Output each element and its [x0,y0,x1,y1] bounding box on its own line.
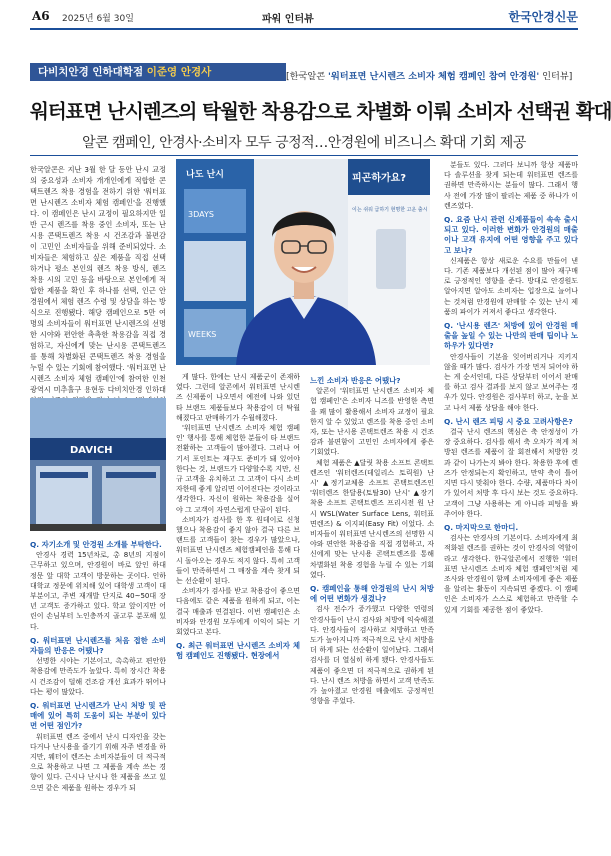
store-photo [30,398,166,531]
section-title: 파워 인터뷰 [262,14,314,25]
kicker-name: 이준영 안경사 [146,66,212,78]
subhead-title: '워터표면 난시렌즈 소비자 체험 캠페인 참여 안경원' [328,71,540,82]
interviewee-photo [176,159,430,365]
board-sub: 이는 쉬워 급하기 현명한 고운 출시 [352,207,428,213]
question-heading: Q. 캠페인을 통해 안경원의 난시 처방에 어떤 변화가 생겼나? [310,584,434,604]
subhead-suffix: 인터뷰] [539,71,573,82]
answer-paragraph: 결국 난시 렌즈의 핵심은 축 안정성이 가장 중요하다. 검사를 해서 축 오차가 적게 처방된 렌즈를 제품이 잘 회전해서 처방한 것과 같이 나가는지 봐야 한다. 착용한 후에 렌즈가 안정되는지 확인하고, 만약 축이 틀어지면 다시 맞춰야 한다. 수량, 제품마다 차이가 있어서 처방 후 다시 보는 것도 중요하다. 고객이 그냥 사용하는 게 아니라 피팅을 봐 주어야 한다. [444,428,578,518]
answer-paragraph: 분들도 있다. 그러다 보니까 항상 제품마다 솔루션을 찾게 되는데 워터표면 렌즈를 권하면 만족하시는 분들이 많다. 그래서 행사 전에 가장 많이 팔리는 제품 중 하나가 이 렌즈였다. [444,161,578,210]
newspaper-logo: 한국안경신문 [508,10,578,24]
answer-paragraph: 검사는 안경사의 기본이다. 소비자에게 최적화된 렌즈를 권하는 것이 안경사의 역할이라고 생각한다. 한국알콘에서 진행한 '워터표면 난시렌즈 소비자 체험 캠페인'처럼 제조사와 안경원이 함께 소비자에게 좋은 제품을 알리는 활동이 지속되면 좋겠다. 이 캠페인은 소비자가 스스로 체험하고 만족할 수 있게 기회를 제공한 점이 좋았다. [444,534,578,614]
answer-paragraph: 신제품은 항상 새로운 수요를 만들어 낸다. 기존 제품보다 개선된 점이 많아 재구매로 긍정적인 영향을 준다. 방대로 안경원도 알아지면 알아도 소비자는 입장으로 늘어나는 것처럼 안경원에 판매할 수 있는 난시 제품의 파이가 커져서 좋다고 생각한다. [444,256,578,316]
answer-paragraph: 안경사 경력 15년차로, 총 8년의 지점이 근무하고 있으며, 안경원이 바로 앞인 하대 정문 앞 대학 고객이 방문하는 곳이다. 인하대학교 정문에 위치해 있어 대학생 고객이 대부분이고, 주변 재개발 단지로 40~50대 장년 고객도 증가하고 있다. 학교 앞이지만 어린이 손님부터 노인층까지 골고루 분포해 있다. [30,551,166,631]
subhead-open: [한국알콘 [286,71,329,82]
answer-paragraph: 게 많다. 한에는 난시 제품군이 존재하였다. 그런데 알콘에서 워터표면 난시렌즈 신제품이 나오면서 예전에 나와 있던 타 브랜드 제품들보다 착용감이 더 탁월해졌다고 판매하기가 수월해졌다. [176,373,300,422]
divider [30,155,578,156]
question-heading: Q. 자기소개 및 안경원 소개를 부탁한다. [30,540,162,549]
interviewee-kicker [30,63,286,81]
kicker-prefix: 다비치안경 인하대학점 [38,66,147,78]
left-board-text: 나도 난시 [186,170,224,180]
subhead [286,68,578,82]
column-4 [444,160,578,846]
photo-illustration [176,159,430,365]
question-heading: Q. 최근 워터표면 난시렌즈 소비자 체험 캠페인도 진행됐다. 현장에서 [176,641,300,661]
deck: 알콘 캠페인, 안경사·소비자 모두 긍정적…안경원에 비즈니스 확대 기회 제공 [82,135,526,151]
question-heading: Q. '난시용 렌즈' 처방에 있어 안경원 매출을 높일 수 있는 나만의 판매 팁이나 노하우가 있다면? [444,321,578,351]
answer-paragraph: 소비자가 검사를 한 후 원데이로 신청했으나 착용감이 좋지 않아 결국 다른 브랜드를 고객들이 찾는 경우가 많았으나, 워터표면 난시렌즈 체험캠페인을 통해 다시 돌아오는 경우도 적지 않다. 특히 고객들이 만족하면서 그 매장을 계속 찾게 되는 선순환이 된다. [176,515,300,586]
answer-paragraph: 안경사들이 기본을 잊어버리거나 지키지 않을 때가 많다. 검사가 가장 먼저 되어야 하는 게 순서인데, 다른 상담부터 이어서 판매를 하고 검사 결과를 보지 않고 보여주는 경우가 있다. 안경원은 검사부터 하고, 눈을 보고 나서 제품 상담을 해야 한다. [444,352,578,412]
headline: 워터표면 난시렌즈의 탁월한 착용감으로 차별화 이뤄 소비자 선택권 확대 [30,100,611,123]
answer-paragraph: 소비자가 검사를 받고 착용감이 좋으면 다음에도 같은 제품을 원하게 되고, 이는 결국 매출과 연결된다. 이번 캠페인은 소비자와 안경원 모두에게 이익이 되는 기회였다고 본다. [176,587,300,637]
question-heading: 느낀 소비자 반응은 어땠나? [310,376,401,385]
answer-paragraph: 워터표면 렌즈 중에서 난시 디자인을 갖는다거나 난시용을 즐기기 위해 자주 변경을 하지만, 웨터이 렌즈는 소비자분들이 더 적극적으로 착용하고 나면 그 제품을 계속 쓰는 경향이 있다. 근시나 난시나 한 제품을 쓰고 있으면 같은 제품을 원하는 경우가 되 [30,732,166,792]
question-heading: Q. 요즘 난시 관련 신제품들이 속속 출시되고 있다. 이러한 변화가 안경원의 매출이나 고객 유지에 어떤 영향을 주고 있다고 보나? [444,215,578,255]
question-heading: Q. 워터표면 난시렌즈를 처음 접한 소비자들의 반응은 어땠나? [30,635,166,656]
answer-paragraph: 선명한 시야는 기본이고, 촉촉하고 편안한 착용감에 만족도가 높았다. 특히 장시간 착용시 건조감이 덜해 건조감 개선 효과가 뛰어나다는 평이 많았다. [30,657,166,696]
lead-paragraph: 한국알콘은 지난 3월 한 달 동안 난시 교정의 중요성과 소비자 개개인에게 적합한 콘택트렌즈 착용 경험을 전하기 위한 '워터표면 난시렌즈 소비자 체험 캠페인'을 진행했다. 이 캠페인은 난시 교정이 필요하지만 일반 근시 렌즈를 착용 중인 소비자, 또는 난시용 콘택트렌즈 착용 시 건조감과 불편감이 고민인 소비자들을 위해 준비되었다. 소비자들은 체험하고 싶은 제품을 직접 선택하거나 평소 본인의 렌즈 착용 방식, 렌즈 착용 시의 고민 등을 바탕으로 본인에게 적합한 제품을 확인 후 하나를 선택, 인근 안경원에서 체험 렌즈 수령 및 상담을 하는 방식으로 진행됐다. 해당 캠페인으로 5만 여명의 소비자들이 워터표면 난시렌즈의 선명한 시야와 편안한 촉촉한 착용감을 직접 경험하고, 자신에게 맞는 난시용 콘택트렌즈를 통해 차별화된 콘택트렌즈 착용 경험을 누릴 수 있는 기회에 참여했다. '워터표면 난시렌즈 소비자 체험 캠페인'에 참여한 인천광역시 미추홀구 용현동 다비치안경 인하대 [30,165,167,394]
column-3 [310,372,434,846]
badge-3days: 3DAYS [188,210,214,219]
board-text: 피곤하가요? [352,173,407,184]
column-2 [176,372,300,846]
answer-paragraph: '워터표면 난시렌즈 소비자 체험 캠페인' 행사를 통해 체험한 분들이 타 브랜드 전환하는 고객들이 많아졌다. 그러나 여기서 포인트는 재구도 준비가 돼 있어야 한다는 것, 브랜드가 다양할수록 지만, 신규 고객을 유치하고 그 고객이 다시 소비자한테 좋게 알리면 이어진다는 것이라고 생각한다. 자신이 원하는 착용감을 실어야 그 고객이 자연스럽게 단골이 된다. [176,424,300,514]
answer-paragraph: 체험 제품은 ▲달릿 착용 소프트 콘택트렌즈인 '워터렌즈(데일리스 토릭원) 난시' ▲정기교체용 소프트 콘택트렌즈인 '워터렌즈 한달용(토탈30) 난시' ▲장기 착용 소프트 콘택트렌즈 프리시전 원 난시 WSL(Water Surface Lens, 워터표면렌즈) & 이지피(Easy Fit) 이었다. 소비자들이 워터표면 난시렌즈의 선명한 시야와 편안한 착용감을 직접 경험하고, 자신에게 맞는 난시용 콘택트렌즈를 통해 차별화된 착용 경험을 누릴 수 있는 기회였다. [310,458,434,579]
question-heading: Q. 난시 렌즈 피팅 시 중요 고려사항은? [444,416,573,426]
badge-weeks: WEEKS [188,330,217,339]
store-illustration [30,398,166,531]
column-1 [30,536,166,846]
question-heading: Q. 워터표면 난시렌즈가 난시 처방 및 판매에 있어 특히 도움이 되는 부분이 있다면 어떤 점인가? [30,701,166,731]
answer-paragraph: 알콘이 '워터표면 난시렌즈 소비자 체험 캠페인'은 소비자 니즈를 반영한 측면을 꽤 많이 활용해서 소비자 교정이 필요한지 알 수 있었고 렌즈를 착용 중인 소비자, 또는 난시용 콘택트렌즈 착용 시 건조감과 불편함이 고민인 소비자에게 좋은 기회였다. [310,387,434,457]
store-sign: DAVICH [70,445,113,456]
issue-date: 2025년 6월 30일 [62,14,134,24]
page-number: A6 [32,9,50,23]
question-heading: Q. 마지막으로 한마디. [444,522,519,532]
page-header [30,6,578,30]
answer-paragraph: 검사 전수가 증가했고 다양한 연령의 안경사들이 난시 검사와 처방에 익숙해졌다. 안경사들이 검사하고 처방하고 만족도가 높아지니까 적극적으로 난시 처방을 더 하게 되는 선순환이 일어났다. 그래서 검사를 더 열심히 하게 됐다. 안경사들도 제품이 좋으면 더 적극적으로 권하게 된다. 난시 렌즈 처방을 하면서 고객 만족도가 높아졌고 안경원 매출에도 긍정적인 영향을 주었다. [310,605,434,706]
